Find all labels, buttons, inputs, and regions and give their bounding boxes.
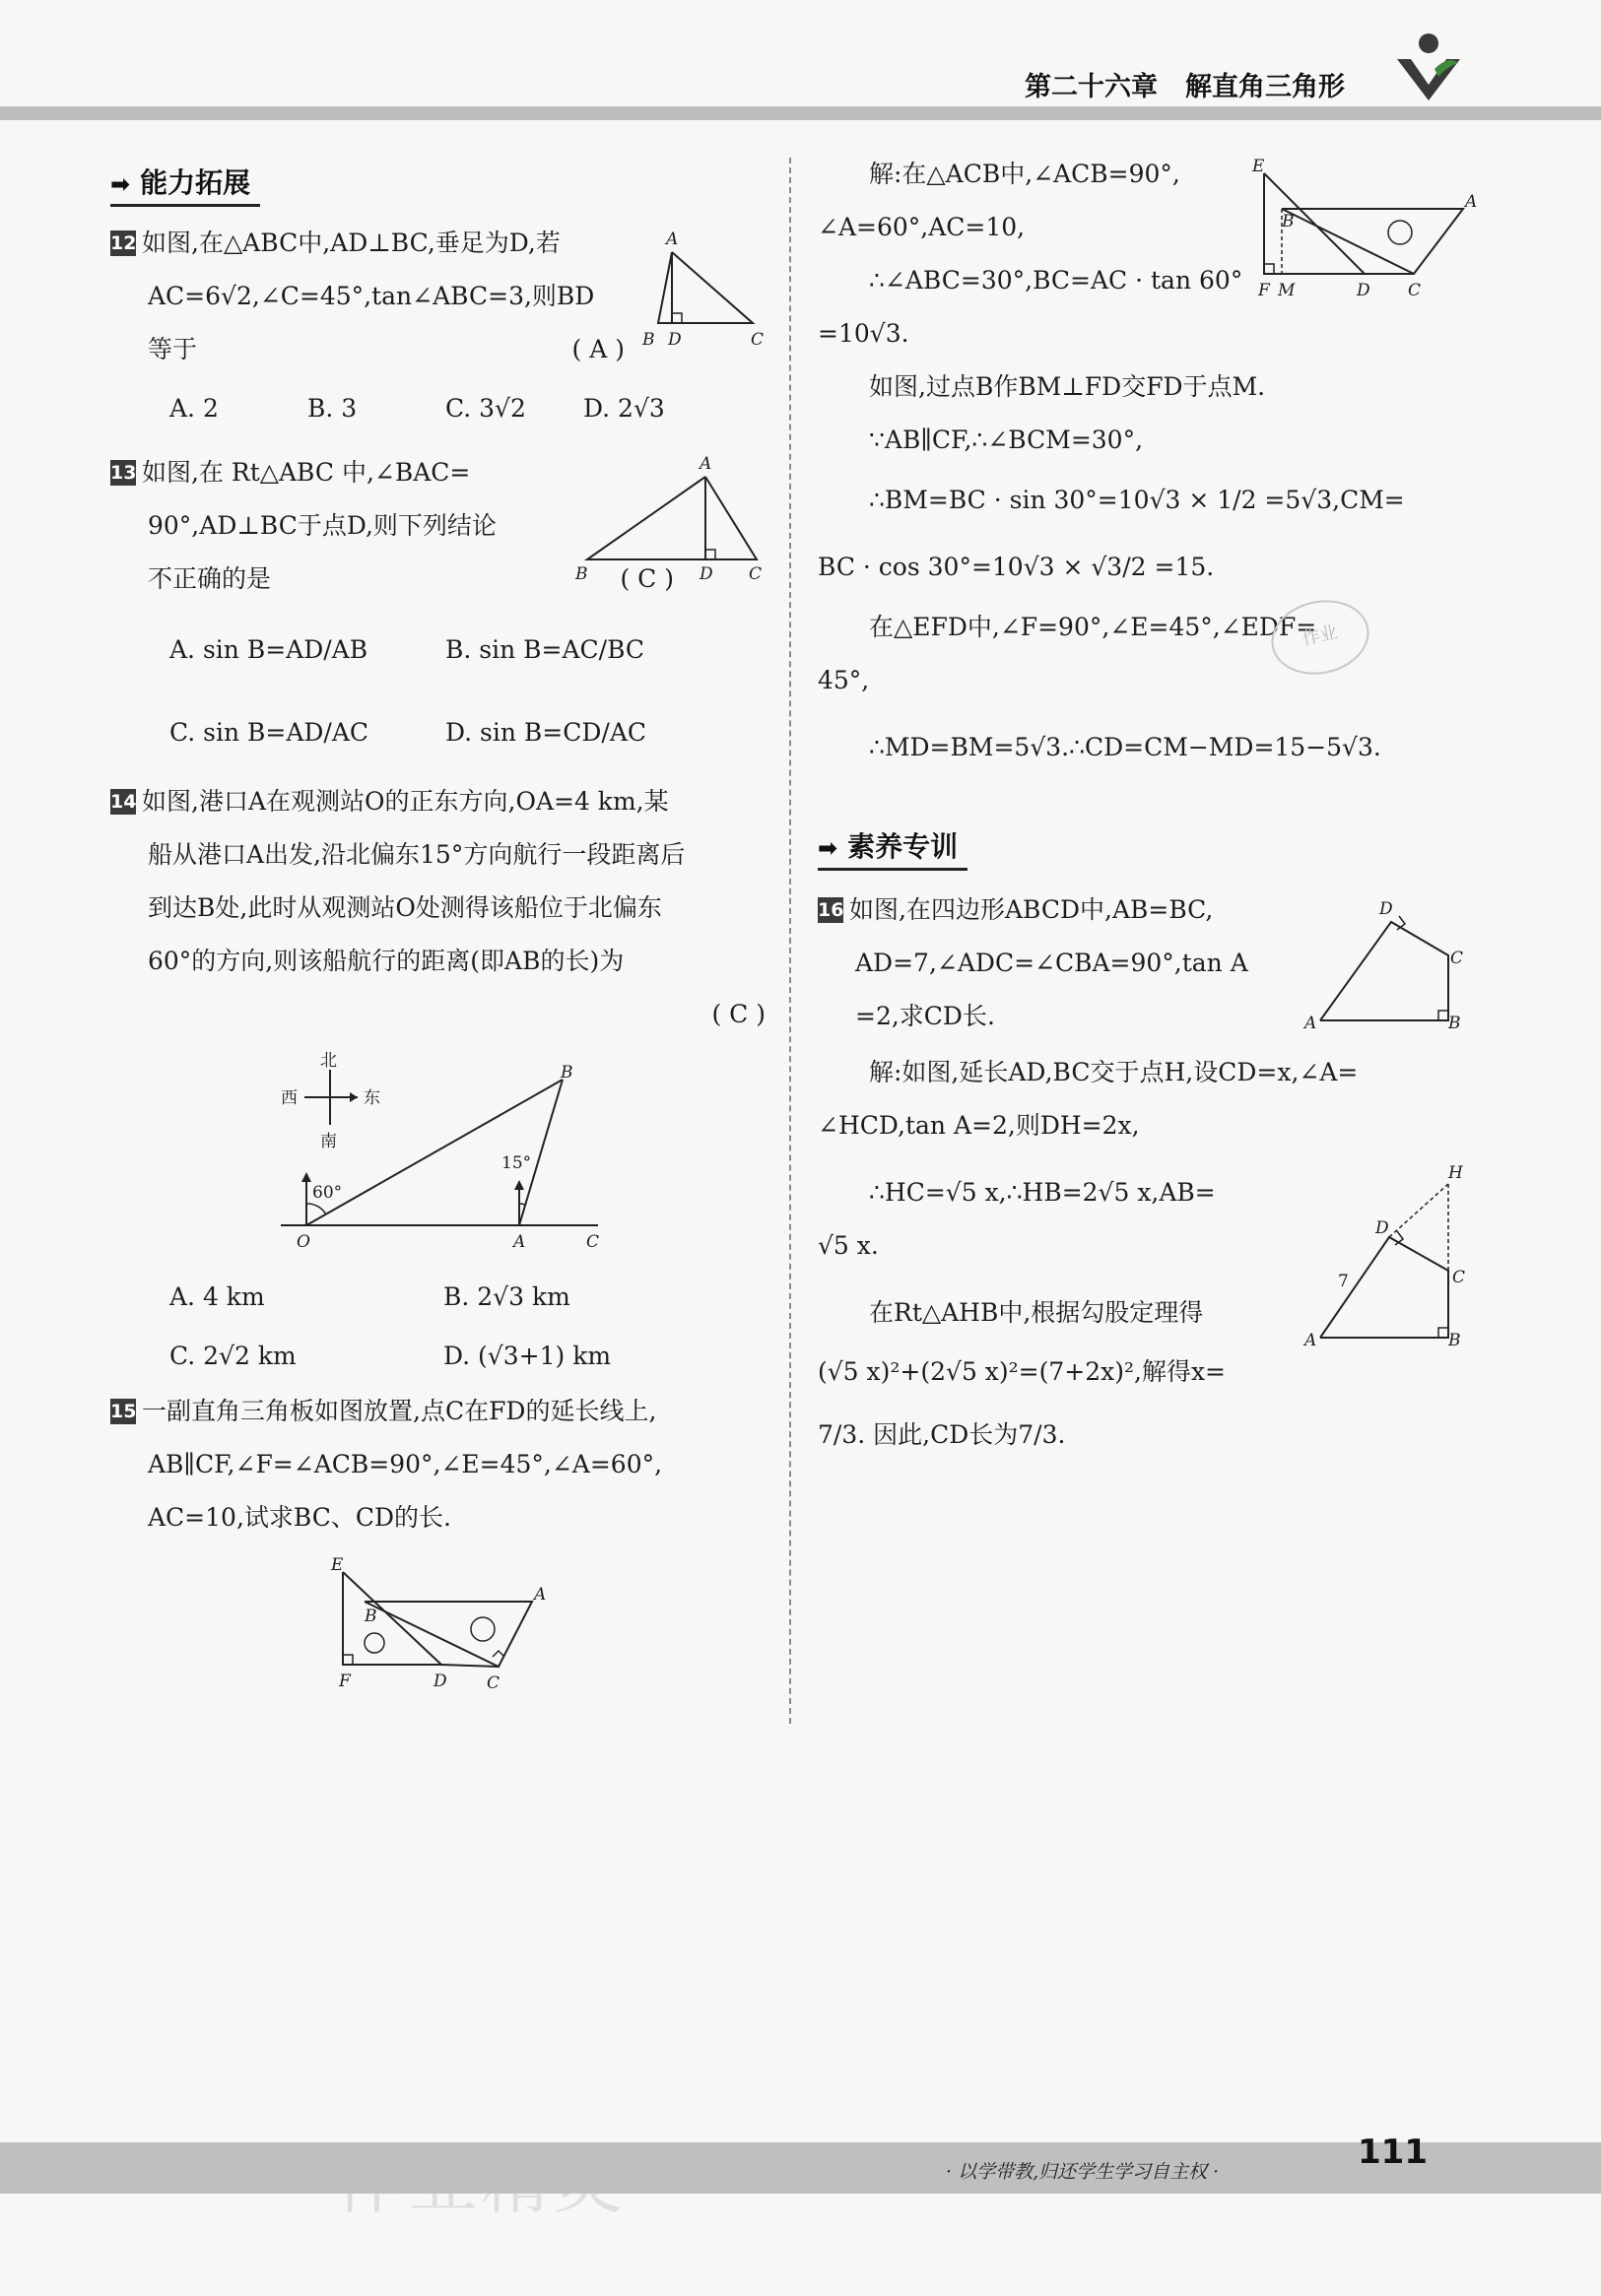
- sol15-line-3: ∴∠ABC=30°,BC=AC · tan 60°: [869, 266, 1243, 295]
- q14-option-b: B. 2√3 km: [443, 1282, 570, 1311]
- q15-line-2: AB∥CF,∠F=∠ACB=90°,∠E=45°,∠A=60°,: [148, 1450, 663, 1478]
- q14-option-c: C. 2√2 km: [169, 1342, 297, 1370]
- sol16-line-1: 解:如图,延长AD,BC交于点H,设CD=x,∠A=: [869, 1058, 1359, 1086]
- section-ability: ➡ 能力拓展: [110, 162, 250, 205]
- section-literacy: ➡ 素养专训: [818, 825, 958, 869]
- sol15-line-7: ∴BM=BC · sin 30°=10√3 × 1/2 =5√3,CM=: [869, 486, 1405, 514]
- q13-option-a: A. sin B=AD/AB: [169, 635, 368, 664]
- q15-label-c: C: [487, 1673, 500, 1693]
- publisher-logo-icon: [1389, 30, 1468, 108]
- sol15-line-8: BC · cos 30°=10√3 × √3/2 =15.: [818, 553, 1215, 581]
- q14-option-d: D. (√3+1) km: [443, 1342, 612, 1370]
- q13-option-d: D. sin B=CD/AC: [445, 718, 647, 747]
- question-number: 13: [110, 462, 137, 484]
- q14-line-4: 60°的方向,则该船航行的距离(即AB的长)为: [148, 947, 625, 975]
- q16-label-b: B: [1448, 1014, 1461, 1033]
- sol15-label-d: D: [1357, 281, 1370, 300]
- chapter-number: 第二十六章: [1025, 72, 1158, 102]
- q12-line-1: 如图,在△ABC中,AD⊥BC,垂足为D,若: [142, 229, 561, 257]
- sol15-label-m: M: [1278, 281, 1296, 300]
- q15-line-3: AC=10,试求BC、CD的长.: [148, 1503, 451, 1532]
- q15-label-a: A: [534, 1585, 547, 1605]
- sol16-label-h: H: [1448, 1163, 1463, 1183]
- question-15: [110, 1385, 766, 1544]
- page-number: 111: [1358, 2132, 1428, 2172]
- sol15-label-e: E: [1252, 158, 1265, 176]
- q14-options: [169, 1271, 761, 1383]
- question-number: 14: [110, 791, 137, 813]
- q12-triangle-figure: [631, 225, 778, 353]
- q12-option-c: C. 3√2: [445, 394, 526, 423]
- q15-label-f: F: [339, 1672, 351, 1691]
- sol16-label-a: A: [1304, 1331, 1317, 1350]
- q14-angle-60: 60°: [312, 1183, 343, 1203]
- q12-label-c: C: [751, 330, 765, 350]
- q12-answer: ( A ): [571, 335, 625, 363]
- sol16-line-4: √5 x.: [818, 1231, 879, 1260]
- homework-stamp: 作业: [1264, 591, 1375, 683]
- chapter-title: 解直角三角形: [1185, 72, 1345, 102]
- sol15-line-2: ∠A=60°,AC=10,: [818, 213, 1026, 241]
- q13-option-c: C. sin B=AD/AC: [169, 718, 369, 747]
- q13-line-1: 如图,在 Rt△ABC 中,∠BAC=: [142, 458, 471, 487]
- q12-label-b: B: [642, 330, 655, 350]
- q16-label-a: A: [1304, 1014, 1317, 1033]
- question-number: 12: [110, 232, 137, 254]
- sol16-line-3: ∴HC=√5 x,∴HB=2√5 x,AB=: [869, 1178, 1216, 1207]
- arrow-icon: ➡: [110, 170, 131, 198]
- sol16-line-2: ∠HCD,tan A=2,则DH=2x,: [818, 1111, 1140, 1140]
- q13-label-b: B: [575, 564, 588, 584]
- q12-option-a: A. 2: [169, 394, 219, 423]
- sol15-line-5: 如图,过点B作BM⊥FD交FD于点M.: [869, 372, 1266, 401]
- q12-label-a: A: [666, 230, 679, 249]
- q14-label-a: A: [513, 1232, 526, 1252]
- sol16-extended-figure: [1301, 1162, 1478, 1359]
- q15-set-squares-figure: [325, 1556, 562, 1694]
- sol15-set-squares-figure: [1246, 158, 1483, 305]
- sol16-line-6: (√5 x)²+(2√5 x)²=(7+2x)²,解得x=: [818, 1357, 1227, 1386]
- q12-option-d: D. 2√3: [583, 394, 665, 423]
- sol15-line-9: 在△EFD中,∠F=90°,∠E=45°,∠EDF=: [869, 613, 1317, 641]
- q12-line-2: AC=6√2,∠C=45°,tan∠ABC=3,则BD: [148, 282, 595, 310]
- sol16-label-c: C: [1452, 1268, 1466, 1287]
- q16-label-c: C: [1450, 949, 1464, 968]
- sol15-line-1: 解:在△ACB中,∠ACB=90°,: [869, 160, 1180, 188]
- q16-line-1: 如图,在四边形ABCD中,AB=BC,: [849, 895, 1214, 924]
- q14-line-1: 如图,港口A在观测站O的正东方向,OA=4 km,某: [142, 787, 669, 816]
- q14-line-2: 船从港口A出发,沿北偏东15°方向航行一段距离后: [148, 840, 686, 869]
- q13-line-3: 不正确的是: [148, 564, 272, 593]
- q14-label-east: 东: [364, 1088, 380, 1108]
- q12-label-d: D: [668, 330, 682, 350]
- q13-label-c: C: [749, 564, 763, 584]
- sol16-line-5: 在Rt△AHB中,根据勾股定理得: [869, 1298, 1204, 1327]
- q15-label-b: B: [365, 1607, 377, 1626]
- footer-slogan: · 以学带教,归还学生学习自主权 ·: [946, 2161, 1220, 2183]
- q14-label-north: 北: [320, 1052, 337, 1071]
- question-number: 15: [110, 1401, 137, 1422]
- q13-triangle-figure: [571, 453, 768, 591]
- sol16-label-7: 7: [1338, 1272, 1349, 1291]
- sol15-line-6: ∵AB∥CF,∴∠BCM=30°,: [869, 426, 1144, 454]
- sol15-line-4: =10√3.: [818, 319, 909, 348]
- sol16-line-7: 7/3. 因此,CD长为7/3.: [818, 1420, 1066, 1449]
- sol16-label-d: D: [1375, 1218, 1389, 1238]
- sol15-label-a: A: [1465, 192, 1478, 212]
- q14-label-c: C: [586, 1232, 600, 1252]
- q13-line-2: 90°,AD⊥BC于点D,则下列结论: [148, 511, 497, 540]
- q12-line-3: 等于: [148, 335, 198, 363]
- q14-option-a: A. 4 km: [169, 1282, 265, 1311]
- sol15-line-10: 45°,: [818, 666, 870, 694]
- sol15-line-11: ∴MD=BM=5√3.∴CD=CM−MD=15−5√3.: [869, 733, 1381, 761]
- question-14: [110, 775, 766, 1041]
- q14-angle-15: 15°: [501, 1153, 532, 1173]
- q13-option-b: B. sin B=AC/BC: [445, 635, 645, 664]
- q15-line-1: 一副直角三角板如图放置,点C在FD的延长线上,: [142, 1397, 657, 1425]
- q14-answer: ( C ): [711, 1000, 766, 1028]
- q14-label-west: 西: [281, 1088, 298, 1108]
- q13-label-a: A: [700, 454, 712, 474]
- question-number: 16: [818, 899, 844, 921]
- q16-quadrilateral-figure: [1301, 896, 1478, 1044]
- q14-label-o: O: [297, 1232, 310, 1252]
- sol15-label-f: F: [1258, 281, 1270, 300]
- chapter-header: [1025, 65, 1345, 103]
- q13-label-d: D: [700, 564, 713, 584]
- q16-line-3: =2,求CD长.: [855, 1002, 995, 1030]
- sol16-label-b: B: [1448, 1331, 1461, 1350]
- q14-line-3: 到达B处,此时从观测站O处测得该船位于北偏东: [148, 893, 662, 922]
- q14-navigation-figure: [271, 1052, 606, 1257]
- q15-label-e: E: [331, 1556, 344, 1575]
- q13-answer: ( C ): [620, 564, 674, 593]
- column-divider: [789, 158, 791, 1724]
- q16-label-d: D: [1379, 899, 1393, 919]
- arrow-icon: ➡: [818, 834, 838, 862]
- sol15-label-b: B: [1282, 212, 1295, 231]
- sol15-label-c: C: [1408, 281, 1422, 300]
- header-bar: [0, 106, 1601, 120]
- q14-label-south: 南: [320, 1132, 337, 1151]
- q16-line-2: AD=7,∠ADC=∠CBA=90°,tan A: [855, 949, 1248, 977]
- q12-option-b: B. 3: [307, 394, 358, 423]
- q14-label-b: B: [561, 1063, 573, 1082]
- q15-label-d: D: [434, 1672, 447, 1691]
